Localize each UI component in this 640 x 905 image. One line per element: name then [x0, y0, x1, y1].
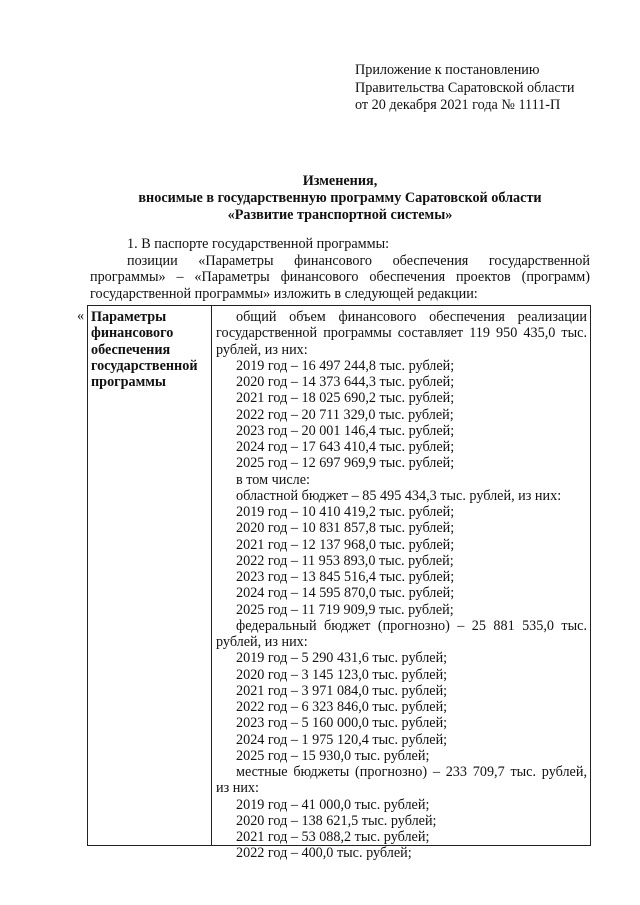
local-budget-line-cont: из них: — [216, 780, 259, 797]
total-years-list — [216, 358, 587, 472]
year-line: 2021 год – 3 971 084,0 тыс. рублей; — [236, 682, 448, 699]
federal-years-list — [216, 650, 587, 764]
regional-budget-line: областной бюджет – 85 495 434,3 тыс. рублей, из них: — [236, 487, 562, 504]
year-line: 2020 год – 14 373 644,3 тыс. рублей; — [236, 374, 455, 390]
year-line: 2022 год – 11 953 893,0 тыс. рублей; — [236, 552, 454, 569]
year-line: 2022 год – 400,0 тыс. рублей; — [236, 845, 412, 862]
regional-years-list — [216, 504, 587, 618]
appendix-line: от 20 декабря 2021 года № 1111-П — [355, 97, 561, 113]
appendix-line: Приложение к постановлению — [355, 62, 540, 78]
year-line: 2024 год – 1 975 120,4 тыс. рублей; — [236, 731, 448, 748]
year-line: 2020 год – 10 831 857,8 тыс. рублей; — [236, 520, 455, 537]
title-line: «Развитие транспортной системы» — [227, 207, 453, 223]
total-paragraph: общий объем финансового обеспечения реализации государственной программы составляет 119 950 435,0 тыс. рублей, из них: — [216, 309, 587, 358]
param-label: Параметры финансового обеспечения государственной программы — [91, 309, 198, 391]
year-line: 2023 год – 5 160 000,0 тыс. рублей; — [236, 715, 448, 732]
year-line: 2024 год – 17 643 410,4 тыс. рублей; — [236, 439, 455, 455]
local-budget-line: местные бюджеты (прогнозно) – 233 709,7 тыс. рублей, — [236, 764, 587, 780]
year-line: 2019 год – 5 290 431,6 тыс. рублей; — [236, 650, 448, 667]
year-line: 2020 год – 3 145 123,0 тыс. рублей; — [236, 666, 448, 683]
passport-table — [87, 305, 591, 862]
year-line: 2023 год – 20 001 146,4 тыс. рублей; — [236, 422, 455, 439]
year-line: 2019 год – 10 410 419,2 тыс. рублей; — [236, 504, 455, 520]
year-line: 2025 год – 11 719 909,9 тыс. рублей; — [236, 601, 454, 618]
federal-budget-line: федеральный бюджет (прогнозно) – 25 881 535,0 тыс. — [236, 617, 587, 634]
document-title — [90, 173, 590, 224]
title-line: Изменения, — [302, 173, 378, 189]
table-label-cell — [88, 306, 212, 845]
year-line: 2021 год – 18 025 690,2 тыс. рублей; — [236, 390, 455, 407]
including-label: в том числе: — [236, 471, 310, 488]
section-item: 1. В паспорте государственной программы: — [127, 236, 390, 252]
federal-budget-line-cont: рублей, из них: — [216, 634, 308, 650]
year-line: 2025 год – 15 930,0 тыс. рублей; — [236, 747, 430, 764]
year-line: 2021 год – 12 137 968,0 тыс. рублей; — [236, 536, 455, 553]
appendix-line: Правительства Саратовской области — [355, 79, 575, 96]
intro-paragraph: позиции «Параметры финансового обеспечения государственной программы» – «Параметры финансового обеспечения проектов (программ) государственной программы» изложить в следующей редакции: — [90, 252, 590, 303]
year-line: 2024 год – 14 595 870,0 тыс. рублей; — [236, 585, 455, 602]
table-value-cell — [212, 306, 590, 862]
year-line: 2022 год – 20 711 329,0 тыс. рублей; — [236, 406, 454, 423]
appendix-header — [355, 62, 625, 115]
year-line: 2025 год – 12 697 969,9 тыс. рублей; — [236, 455, 455, 472]
title-line: вносимые в государственную программу Саратовской области — [138, 190, 542, 206]
year-line: 2021 год – 53 088,2 тыс. рублей; — [236, 829, 430, 845]
year-line: 2019 год – 16 497 244,8 тыс. рублей; — [236, 357, 455, 374]
open-quote: « — [77, 308, 85, 324]
intro-text — [90, 236, 590, 303]
year-line: 2019 год – 41 000,0 тыс. рублей; — [236, 796, 430, 813]
local-years-list — [216, 797, 587, 862]
year-line: 2022 год – 6 323 846,0 тыс. рублей; — [236, 699, 448, 715]
year-line: 2023 год – 13 845 516,4 тыс. рублей; — [236, 569, 455, 585]
year-line: 2020 год – 138 621,5 тыс. рублей; — [236, 812, 437, 829]
